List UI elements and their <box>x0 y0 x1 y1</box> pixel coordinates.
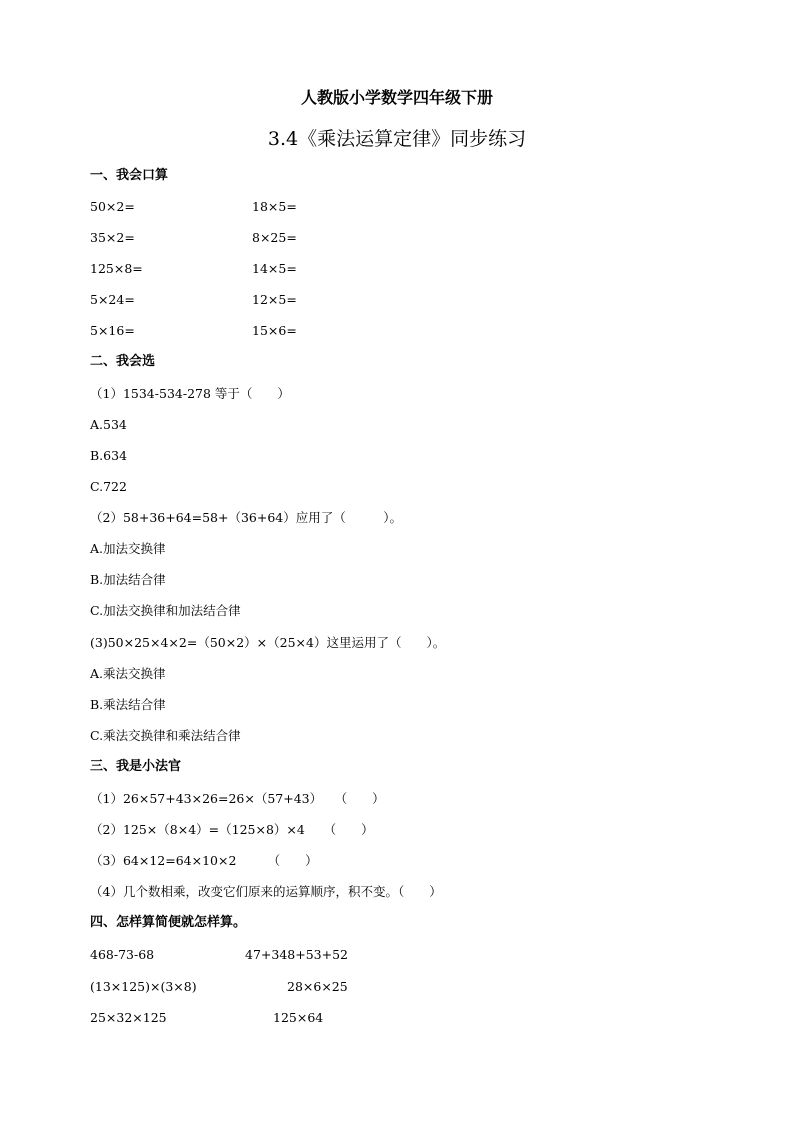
choice-option: C.722 <box>90 479 127 494</box>
choice-option: B.加法结合律 <box>90 572 166 587</box>
question-stem: （2）58+36+64=58+（36+64）应用了（ ）。 <box>90 510 403 525</box>
judgement-item: （1）26×57+43×26=26×（57+43） （ ） <box>90 791 385 806</box>
choice-option: C.加法交换律和加法结合律 <box>90 603 241 618</box>
oral-calc-item: 125×8= <box>90 261 143 276</box>
oral-calc-item: 15×6= <box>252 323 297 338</box>
judgement-item: （4）几个数相乘，改变它们原来的运算顺序，积不变。（ ） <box>90 884 442 899</box>
calc-item: (13×125)×(3×8) <box>90 979 197 994</box>
oral-calc-item: 8×25= <box>252 230 297 245</box>
section-1-heading: 一、我会口算 <box>90 168 169 183</box>
oral-calc-item: 18×5= <box>252 199 297 214</box>
oral-calc-item: 50×2= <box>90 199 135 214</box>
section-2-heading: 二、我会选 <box>90 354 156 369</box>
calc-item: 47+348+53+52 <box>245 947 348 962</box>
calc-item: 28×6×25 <box>287 979 348 994</box>
choice-option: A.534 <box>90 417 127 432</box>
calc-item: 468-73-68 <box>90 947 155 962</box>
oral-calc-item: 14×5= <box>252 261 297 276</box>
choice-option: B.乘法结合律 <box>90 697 166 712</box>
calc-item: 125×64 <box>273 1010 324 1025</box>
document-title: 人教版小学数学四年级下册 <box>300 88 493 107</box>
document-subtitle: 3.4《乘法运算定律》同步练习 <box>267 128 527 150</box>
oral-calc-item: 35×2= <box>90 230 135 245</box>
oral-calc-item: 5×24= <box>90 292 135 307</box>
section-3-heading: 三、我是小法官 <box>90 759 182 774</box>
oral-calc-item: 12×5= <box>252 292 297 307</box>
choice-option: B.634 <box>90 448 128 463</box>
choice-option: A.加法交换律 <box>90 541 166 556</box>
choice-option: A.乘法交换律 <box>90 666 166 681</box>
oral-calc-item: 5×16= <box>90 323 135 338</box>
section-4-heading: 四、怎样算简便就怎样算。 <box>90 915 247 930</box>
question-stem: （1）1534-534-278 等于（ ） <box>90 386 290 401</box>
judgement-item: （3）64×12=64×10×2 （ ） <box>90 853 318 868</box>
calc-item: 25×32×125 <box>90 1010 167 1025</box>
judgement-item: （2）125×（8×4）=（125×8）×4 （ ） <box>90 822 374 837</box>
question-stem: (3)50×25×4×2=（50×2）×（25×4）这里运用了（ ）。 <box>90 635 446 650</box>
choice-option: C.乘法交换律和乘法结合律 <box>90 728 241 743</box>
